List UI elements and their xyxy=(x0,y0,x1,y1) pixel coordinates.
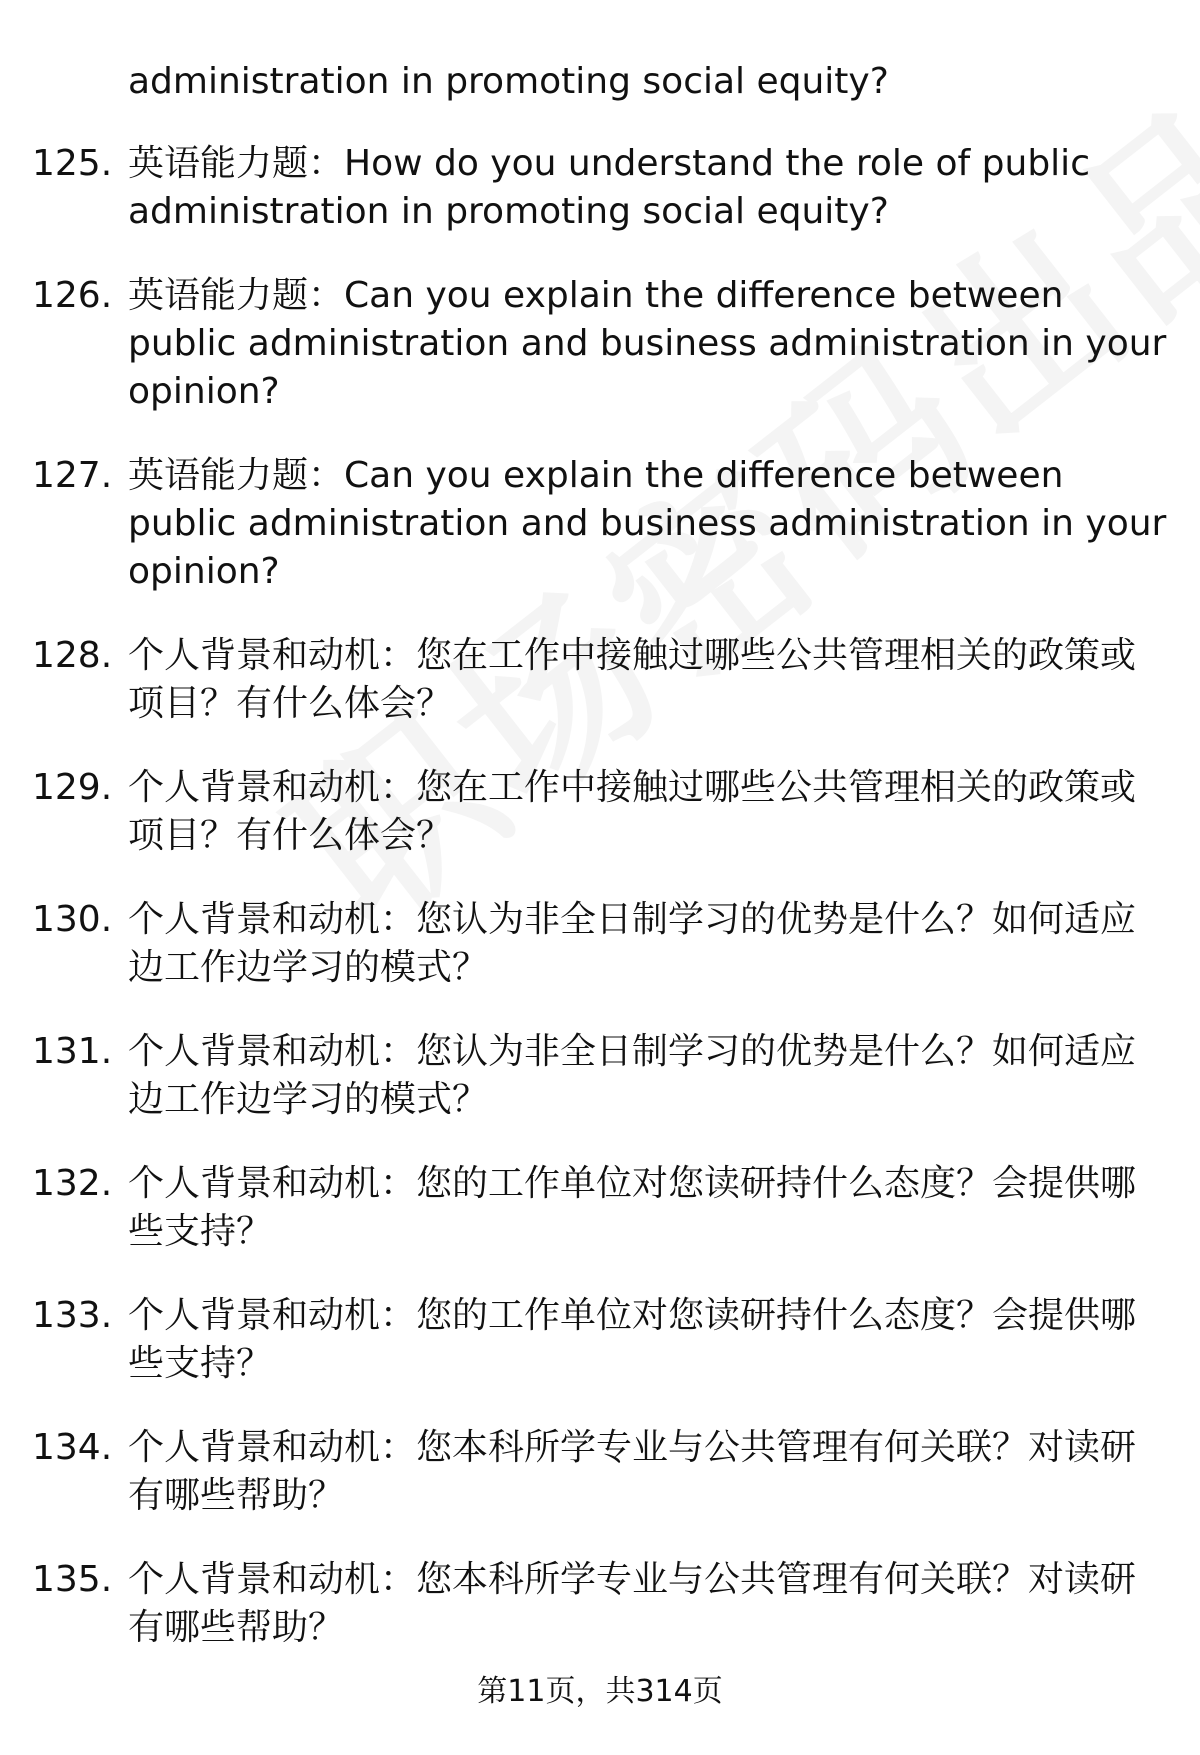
item-text: 英语能力题：Can you explain the difference between public administration and business administration in your opinion? xyxy=(128,275,1167,412)
item-number: 133. xyxy=(32,1295,113,1336)
item-text: 英语能力题：Can you explain the difference between public administration and business administration in your opinion? xyxy=(128,455,1167,592)
item-number: 126. xyxy=(32,275,113,316)
item-text: 个人背景和动机：您的工作单位对您读研持什么态度？会提供哪些支持？ xyxy=(128,1163,1137,1252)
item-number: 125. xyxy=(32,143,113,184)
item-number: 132. xyxy=(32,1163,113,1204)
item-number: 129. xyxy=(32,767,113,808)
item-text: 个人背景和动机：您本科所学专业与公共管理有何关联？对读研有哪些帮助？ xyxy=(128,1427,1137,1516)
item-number: 131. xyxy=(32,1031,113,1072)
item-text: 个人背景和动机：您认为非全日制学习的优势是什么？如何适应边工作边学习的模式？ xyxy=(128,899,1137,988)
item-text: 个人背景和动机：您在工作中接触过哪些公共管理相关的政策或项目？有什么体会？ xyxy=(128,767,1137,856)
item-number: 130. xyxy=(32,899,113,940)
item-number: 127. xyxy=(32,455,113,496)
item-text: 个人背景和动机：您的工作单位对您读研持什么态度？会提供哪些支持？ xyxy=(128,1295,1137,1384)
item-text: 个人背景和动机：您认为非全日制学习的优势是什么？如何适应边工作边学习的模式？ xyxy=(128,1031,1137,1120)
item-text: 英语能力题：How do you understand the role of public administration in promoting social equity? xyxy=(128,143,1090,232)
item-number: 134. xyxy=(32,1427,113,1468)
item-number: 128. xyxy=(32,635,113,676)
item-text: 个人背景和动机：您本科所学专业与公共管理有何关联？对读研有哪些帮助？ xyxy=(128,1559,1137,1648)
item-text: 个人背景和动机：您在工作中接触过哪些公共管理相关的政策或项目？有什么体会？ xyxy=(128,635,1137,724)
continued-text: administration in promoting social equity? xyxy=(128,61,889,102)
page-footer: 第11页，共314页 xyxy=(477,1674,723,1709)
item-number: 135. xyxy=(32,1559,113,1600)
